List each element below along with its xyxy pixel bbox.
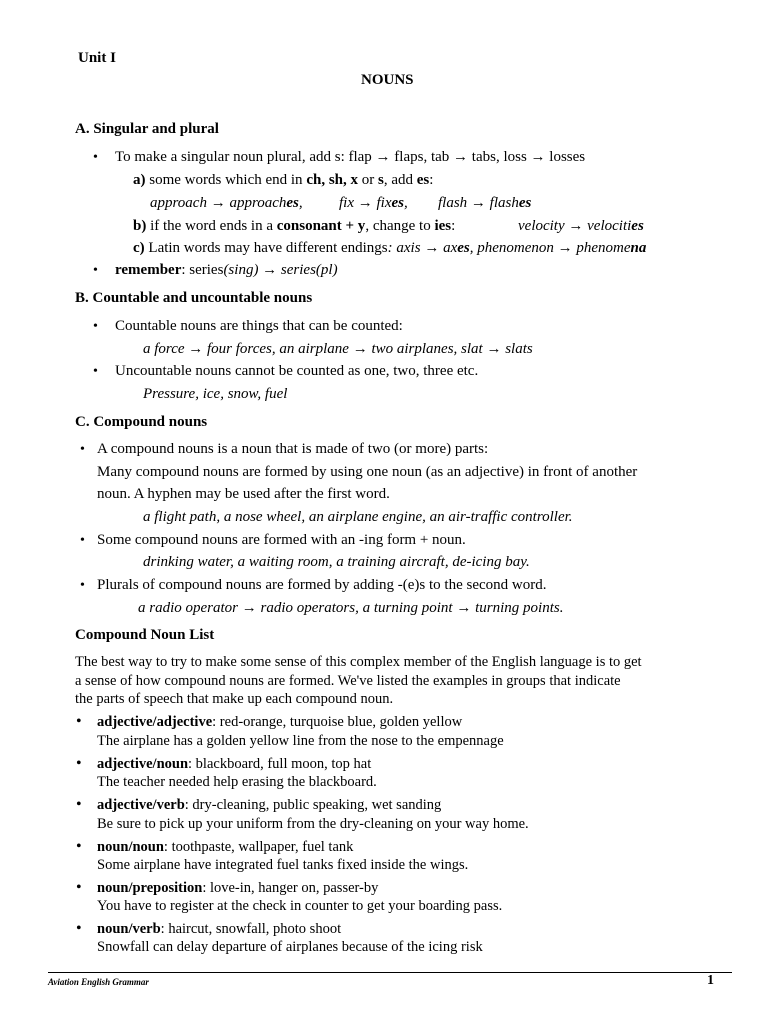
section-c-bullet-2: Some compound nouns are formed with an -ing form + noun.	[97, 532, 466, 548]
rule-c-label: c)	[133, 240, 145, 256]
compound-sentence: You have to register at the check in counter to get your boarding pass.	[97, 898, 503, 914]
rule-a-or: or	[358, 172, 378, 188]
list-item	[97, 880, 378, 897]
rule-b-colon: :	[451, 218, 456, 234]
section-c-paragraph-line-1: Many compound nouns are formed by using one noun (as an adjective) in front of another	[97, 464, 638, 480]
rule-c-line	[133, 240, 646, 257]
section-c-paragraph-line-2: noun. A hyphen may be used after the first word.	[97, 486, 390, 502]
section-c-example-3: a radio operator → radio operators, a turning point → turning points.	[138, 600, 564, 616]
footer-book-title: Aviation English Grammar	[48, 977, 149, 987]
compound-examples: : love-in, hanger on, passer-by	[202, 880, 379, 896]
rule-a-example-1	[150, 195, 303, 212]
section-b-heading: B. Countable and uncountable nouns	[75, 290, 313, 306]
footer-rule	[48, 972, 732, 973]
section-b-example-2: Pressure, ice, snow, fuel	[143, 386, 288, 402]
list-bullet: •	[76, 838, 82, 855]
rule-a-ex1-pre: approach → approach	[150, 195, 287, 211]
list-item	[97, 797, 441, 814]
compound-sentence: The teacher needed help erasing the blackboard.	[97, 774, 377, 790]
bullet-dot: •	[93, 150, 98, 165]
section-c-example-1: a flight path, a nose wheel, an airplane engine, an air-traffic controller.	[143, 509, 573, 525]
rule-a-example-2	[339, 195, 408, 212]
compound-type: adjective/noun	[97, 756, 189, 772]
section-b-example-1: a force → four forces, an airplane → two airplanes, slat → slats	[143, 341, 533, 357]
rule-b-ex-suffix: es	[631, 218, 644, 234]
rule-c-text: Latin words may have different endings	[144, 240, 388, 256]
remember-text: : series	[181, 262, 224, 278]
section-a-heading: A. Singular and plural	[75, 121, 219, 137]
section-c-bullet-3: Plurals of compound nouns are formed by adding -(e)s to the second word.	[97, 577, 547, 593]
list-item	[97, 839, 353, 856]
compound-examples: : blackboard, full moon, top hat	[188, 756, 372, 772]
rule-c-ex2-suffix: na	[630, 240, 647, 256]
rule-b-example	[518, 218, 644, 235]
rule-b-text: if the word ends in a	[146, 218, 277, 234]
remember-label: remember	[115, 262, 182, 278]
rule-a-line	[133, 172, 433, 189]
list-item	[97, 921, 341, 938]
page-title: NOUNS	[361, 72, 414, 88]
remember-example: (sing) → series(pl)	[223, 262, 338, 278]
rule-a-ex1-suffix: es	[286, 195, 299, 211]
rule-b-mid: , change to	[365, 218, 435, 234]
bullet-dot: •	[93, 319, 98, 334]
remember-line	[115, 262, 338, 279]
section-b-bullet-2: Uncountable nouns cannot be counted as one, two, three etc.	[115, 363, 479, 379]
rule-b-label: b)	[133, 218, 147, 234]
compound-examples: : haircut, snowfall, photo shoot	[160, 921, 342, 937]
section-c-example-2: drinking water, a waiting room, a training aircraft, de-icing bay.	[143, 554, 530, 570]
rule-a-s: s	[378, 172, 384, 188]
unit-label: Unit I	[78, 50, 116, 66]
compound-sentence: Snowfall can delay departure of airplanes because of the icing risk	[97, 939, 483, 955]
bullet-dot: •	[80, 533, 85, 548]
rule-a-ex1-comma: ,	[298, 195, 303, 211]
rule-c-ex1-suffix: es	[457, 240, 470, 256]
rule-b-ies: ies	[434, 218, 452, 234]
bullet-dot: •	[80, 578, 85, 593]
rule-b-line	[133, 218, 455, 235]
rule-b-rule: consonant + y	[276, 218, 366, 234]
bullet-dot: •	[80, 442, 85, 457]
section-c-bullet-1: A compound nouns is a noun that is made of two (or more) parts:	[97, 441, 489, 457]
bullet-dot: •	[93, 364, 98, 379]
rule-a-ex2-suffix: es	[391, 195, 404, 211]
rule-a-label: a)	[133, 172, 146, 188]
rule-a-ex2-comma: ,	[404, 195, 408, 211]
compound-type: adjective/verb	[97, 797, 185, 813]
rule-a-es: es	[416, 172, 430, 188]
compound-intro-line-3: the parts of speech that make up each compound noun.	[75, 691, 394, 707]
rule-a-ex2-pre: fix → fix	[339, 195, 392, 211]
compound-examples: : red-orange, turquoise blue, golden yellow	[212, 714, 463, 730]
rule-a-ex3-suffix: es	[518, 195, 532, 211]
list-bullet: •	[76, 713, 82, 730]
compound-sentence: The airplane has a golden yellow line from the nose to the empennage	[97, 733, 504, 749]
rule-c-ex1-pre: : axis → ax	[387, 240, 458, 256]
rule-a-endings: ch, sh, x	[306, 172, 358, 188]
list-bullet: •	[76, 920, 82, 937]
compound-type: noun/preposition	[97, 880, 203, 896]
compound-list-heading: Compound Noun List	[75, 627, 215, 643]
rule-c-ex2-pre: , phenomenon → phenome	[469, 240, 631, 256]
compound-sentence: Some airplane have integrated fuel tanks fixed inside the wings.	[97, 857, 469, 873]
list-item	[97, 756, 371, 773]
bullet-dot: •	[93, 263, 98, 278]
rule-a-example-3	[438, 195, 531, 212]
list-bullet: •	[76, 879, 82, 896]
compound-examples: : dry-cleaning, public speaking, wet sanding	[184, 797, 442, 813]
page-number: 1	[707, 973, 714, 988]
compound-intro-line-1: The best way to try to make some sense of this complex member of the English language is to get	[75, 654, 642, 670]
compound-type: adjective/adjective	[97, 714, 213, 730]
rule-a-text: some words which end in	[145, 172, 307, 188]
compound-sentence: Be sure to pick up your uniform from the dry-cleaning on your way home.	[97, 816, 529, 832]
list-bullet: •	[76, 755, 82, 772]
rule-a-ex3-pre: flash → flash	[438, 195, 519, 211]
rule-a-add: , add	[383, 172, 417, 188]
compound-examples: : toothpaste, wallpaper, fuel tank	[163, 839, 354, 855]
rule-b-ex-pre: velocity → velociti	[518, 218, 632, 234]
compound-intro-line-2: a sense of how compound nouns are formed. We've listed the examples in groups that indicate	[75, 673, 621, 689]
compound-type: noun/noun	[97, 839, 164, 855]
list-bullet: •	[76, 796, 82, 813]
rule-a-colon: :	[429, 172, 434, 188]
list-item	[97, 714, 462, 731]
section-c-heading: C. Compound nouns	[75, 414, 208, 430]
section-b-bullet-1: Countable nouns are things that can be counted:	[115, 318, 403, 334]
compound-type: noun/verb	[97, 921, 161, 937]
section-a-bullet-1: To make a singular noun plural, add s: flap → flaps, tab → tabs, loss → losses	[115, 149, 586, 165]
